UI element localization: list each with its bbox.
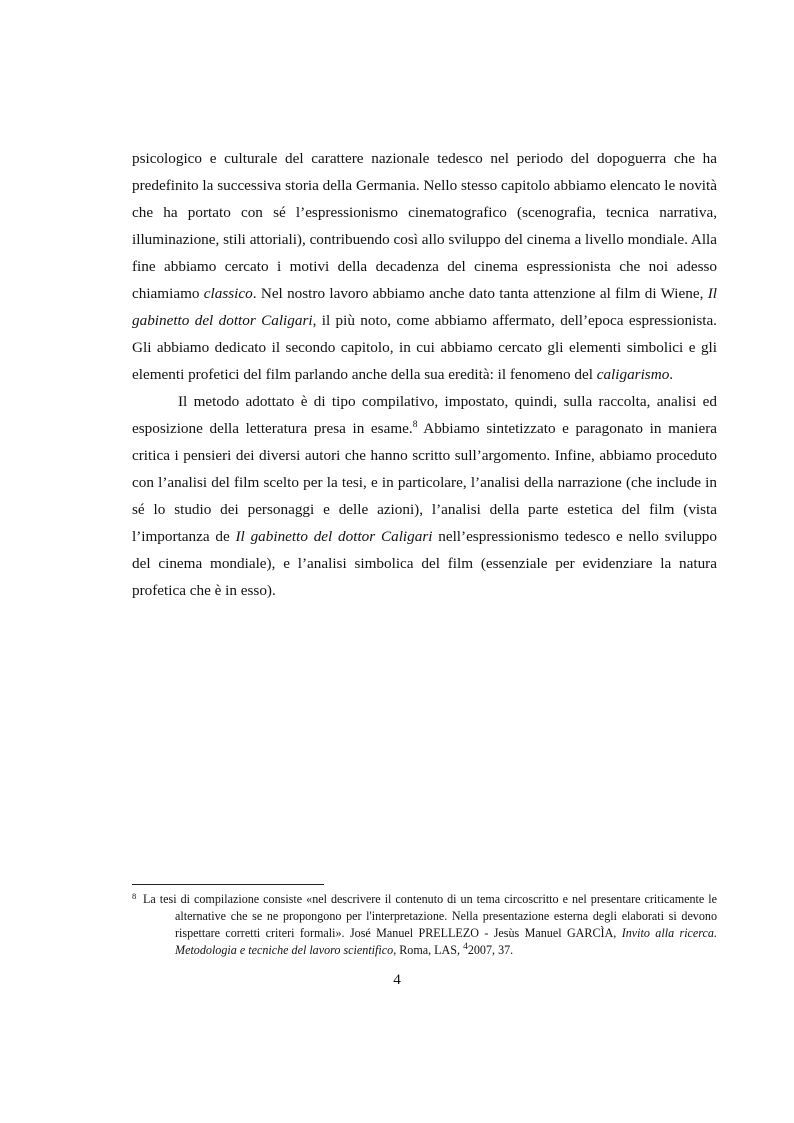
text-run: , il più noto, come abbiamo affermato, dell’epoca espressionista. Gli abbiamo dedicato il secondo capitolo, in cui abbiamo cercato gli elementi simbolici e gli elementi profetici del film parlando anche della sua eredità: il fenomeno del <box>132 312 717 383</box>
text-run: . <box>669 366 674 383</box>
text-run: psicologico e culturale del carattere nazionale tedesco nel periodo del dopoguerra che ha predefinito la successiva storia della Germania. Nello stesso capitolo abbiamo elencato le novità che ha portato con sé l’espressionismo cinematografico (scenografia, tecnica narrativa, illuminazione, stili attoriali), contribuendo così allo sviluppo del cinema a livello mondiale. Alla fine abbiamo cercato i motivi della decadenza del cinema espressionista che noi adesso chiamiamo <box>132 150 718 302</box>
footnote-reference: 8 <box>412 419 418 430</box>
italic-term: caligarismo <box>596 366 670 383</box>
page-number: 4 <box>393 971 401 988</box>
footnote-number: 8 <box>132 891 137 901</box>
text-run: Il metodo adottato è di tipo compilativo, impostato, quindi, sulla raccolta, analisi ed esposizione della letteratura presa in esame. <box>132 393 717 437</box>
footnote <box>132 891 717 959</box>
text-run: Abbiamo sintetizzato e paragonato in maniera critica i pensieri dei diversi autori che hanno scritto sull’argomento. Infine, abbiamo proceduto con l’analisi del film scelto per la tesi, e in particolare, l’analisi della narrazione (che include in sé lo studio dei personaggi e delle azioni), l’analisi della parte estetica del film (vista l’importanza de <box>132 420 717 545</box>
film-title: Il gabinetto del dottor Caligari <box>235 528 433 545</box>
footnote-separator <box>132 884 324 885</box>
italic-term: classico <box>203 285 253 302</box>
text-run: 2007, 37. <box>467 943 514 957</box>
book-title: Invito alla ricerca. Metodologia e tecniche del lavoro scientifico <box>175 926 717 957</box>
text-run: La tesi di compilazione consiste «nel descrivere il contenuto di un tema circoscritto e nel presentare criticamente le alternative che se ne propongono per l'interpretazione. Nella presentazione esterna degli elaborati si devono rispettare corretti criteri formali». José Manuel PRELLEZO - Jesùs Manuel GARCÌA, <box>143 892 717 940</box>
footnote-text <box>143 891 717 959</box>
paragraph-2 <box>132 388 717 604</box>
film-title: Il gabinetto del dottor Caligari <box>132 285 717 329</box>
edition-number: 4 <box>463 941 468 952</box>
text-run: nell’espressionismo tedesco e nello sviluppo del cinema mondiale), e l’analisi simbolica del film (essenziale per evidenziare la natura profetica che è in esso). <box>132 528 717 599</box>
text-run: . Nel nostro lavoro abbiamo anche dato tanta attenzione al film di Wiene, <box>252 285 708 302</box>
main-text <box>132 145 717 604</box>
paragraph-1 <box>132 145 717 388</box>
text-run: , Roma, LAS, <box>393 943 464 957</box>
